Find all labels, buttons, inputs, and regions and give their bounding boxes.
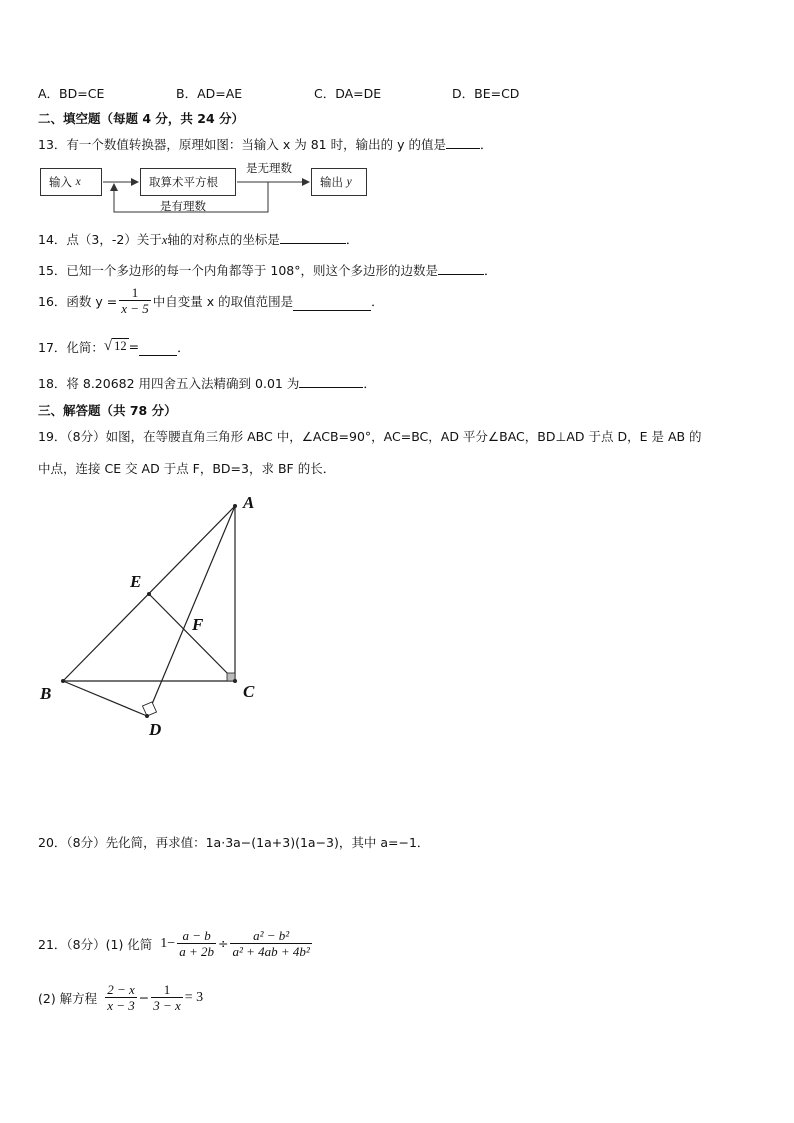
q13-question: [38, 135, 492, 153]
q21-p2-frac2: [151, 982, 183, 1013]
q15-question: [38, 261, 497, 279]
q19-line2: 中点，连接 CE 交 AD 于点 F，BD=3，求 BF 的长．: [38, 461, 336, 476]
label-c: C: [243, 682, 255, 701]
q18-end: ．: [363, 376, 376, 391]
q21-p1-one: 1−: [160, 935, 176, 951]
q16-fraction: [119, 285, 151, 316]
q21-p1-f2-den: a² + 4ab + 4b²: [232, 944, 310, 959]
q18-answer-blank[interactable]: [299, 375, 363, 388]
q13-flowchart: [38, 160, 374, 218]
q21-p1-f2-num: a² − b²: [253, 928, 290, 943]
q21-p1-frac2: [230, 928, 311, 959]
q15-text: 15．已知一个多边形的每一个内角都等于 108°，则这个多边形的边数是: [38, 263, 438, 278]
q17-eq: =: [128, 339, 140, 354]
q19-line1: 19．（8分）如图，在等腰直角三角形 ABC 中，∠ACB=90°，AC=BC，AD 平分∠BAC，BD⊥AD 于点 D，E 是 AB 的: [38, 429, 702, 444]
q13-answer-blank[interactable]: [446, 136, 480, 149]
right-angle-d: [143, 702, 157, 716]
triangle-diagram: [36, 492, 276, 742]
flow-arrows: [38, 160, 374, 218]
q17-sqrt: √ 12: [103, 338, 127, 354]
q21-p2-f1-den: x − 3: [107, 998, 135, 1013]
q12-option-d: D．BE=CD: [452, 86, 520, 101]
segment-ce: [149, 594, 235, 681]
q21-p2-f2-den: 3 − x: [153, 998, 181, 1013]
flow-irrational-label: 是无理数: [246, 161, 292, 175]
q16-question: [38, 285, 384, 316]
q16-den: x − 5: [121, 301, 149, 316]
q21-part1: [38, 928, 314, 959]
q21-p2-frac1: [105, 982, 137, 1013]
segment-bd: [63, 681, 147, 716]
label-f: F: [192, 615, 204, 634]
q14-text: 14．点（3，-2）关于: [38, 232, 162, 247]
section-fill-blank-title: 二、填空题（每题 4 分，共 24 分）: [38, 111, 245, 126]
q21-p2-f2-num: 1: [163, 982, 171, 997]
q21-p2-prefix: (2) 解方程: [38, 990, 98, 1006]
q17-end: ．: [177, 339, 190, 355]
flow-input-label: 输入: [49, 175, 72, 189]
q14-end: ．: [345, 232, 359, 247]
flow-rational-label: 是有理数: [160, 199, 206, 213]
label-b: B: [40, 684, 52, 703]
q13-text: 13．有一个数值转换器，原理如图：当输入 x 为 81 时，输出的 y 的值是: [38, 137, 446, 152]
q16-text2: 中自变量 x 的取值范围是: [152, 293, 294, 309]
q21-p2-minus: −: [138, 990, 150, 1005]
q12-option-c: C．DA=DE: [314, 86, 382, 101]
q20-question: 20．（8分）先化简，再求值：1a·3a−(1a+3)(1a−3)，其中 a=−1．: [38, 835, 430, 850]
q21-p1-div: ÷: [217, 936, 229, 951]
q13-end: ．: [479, 137, 493, 152]
segment-ad: [147, 506, 235, 716]
q17-question: [38, 337, 190, 356]
q21-p1-frac1: [177, 928, 216, 959]
q21-p2-f1-num: 2 − x: [107, 982, 135, 997]
label-a: A: [243, 493, 255, 512]
q19-figure: [36, 492, 276, 742]
q17-text: 17．化简：: [38, 339, 104, 355]
q16-text: 16．函数 y =: [38, 293, 118, 309]
flow-input-var: x: [75, 176, 81, 188]
q14-question: [38, 230, 358, 248]
q21-p1-f1-num: a − b: [182, 928, 211, 943]
q21-part2: [38, 982, 203, 1013]
section-answer-title: 三、解答题（共 78 分）: [38, 403, 177, 418]
q18-text: 18．将 8.20682 用四舍五入法精确到 0.01 为: [38, 376, 300, 391]
flow-output-var: y: [346, 176, 352, 188]
q16-answer-blank[interactable]: [293, 298, 371, 311]
q14-answer-blank[interactable]: [280, 231, 346, 244]
q17-radicand: 12: [114, 339, 127, 353]
q17-answer-blank[interactable]: [139, 343, 177, 356]
q12-option-a: A．BD=CE: [38, 86, 105, 101]
q21-p2-eq: = 3: [184, 989, 204, 1005]
flow-output-label: 输出: [320, 175, 343, 189]
q18-question: [38, 374, 376, 392]
q21-p1-f1-den: a + 2b: [179, 944, 214, 959]
q15-answer-blank[interactable]: [438, 262, 484, 275]
q16-end: ．: [371, 293, 384, 309]
q21-p1-prefix: 21．（8分）(1) 化简: [38, 936, 153, 952]
q15-end: ．: [484, 263, 497, 278]
q12-option-b: B．AD=AE: [176, 86, 243, 101]
label-e: E: [130, 572, 142, 591]
q16-num: 1: [131, 285, 139, 300]
label-d: D: [149, 720, 162, 739]
flow-process-label: 取算术平方根: [149, 175, 218, 189]
q14-axis: x: [161, 233, 168, 247]
q14-text2: 轴的对称点的坐标是: [167, 232, 280, 247]
